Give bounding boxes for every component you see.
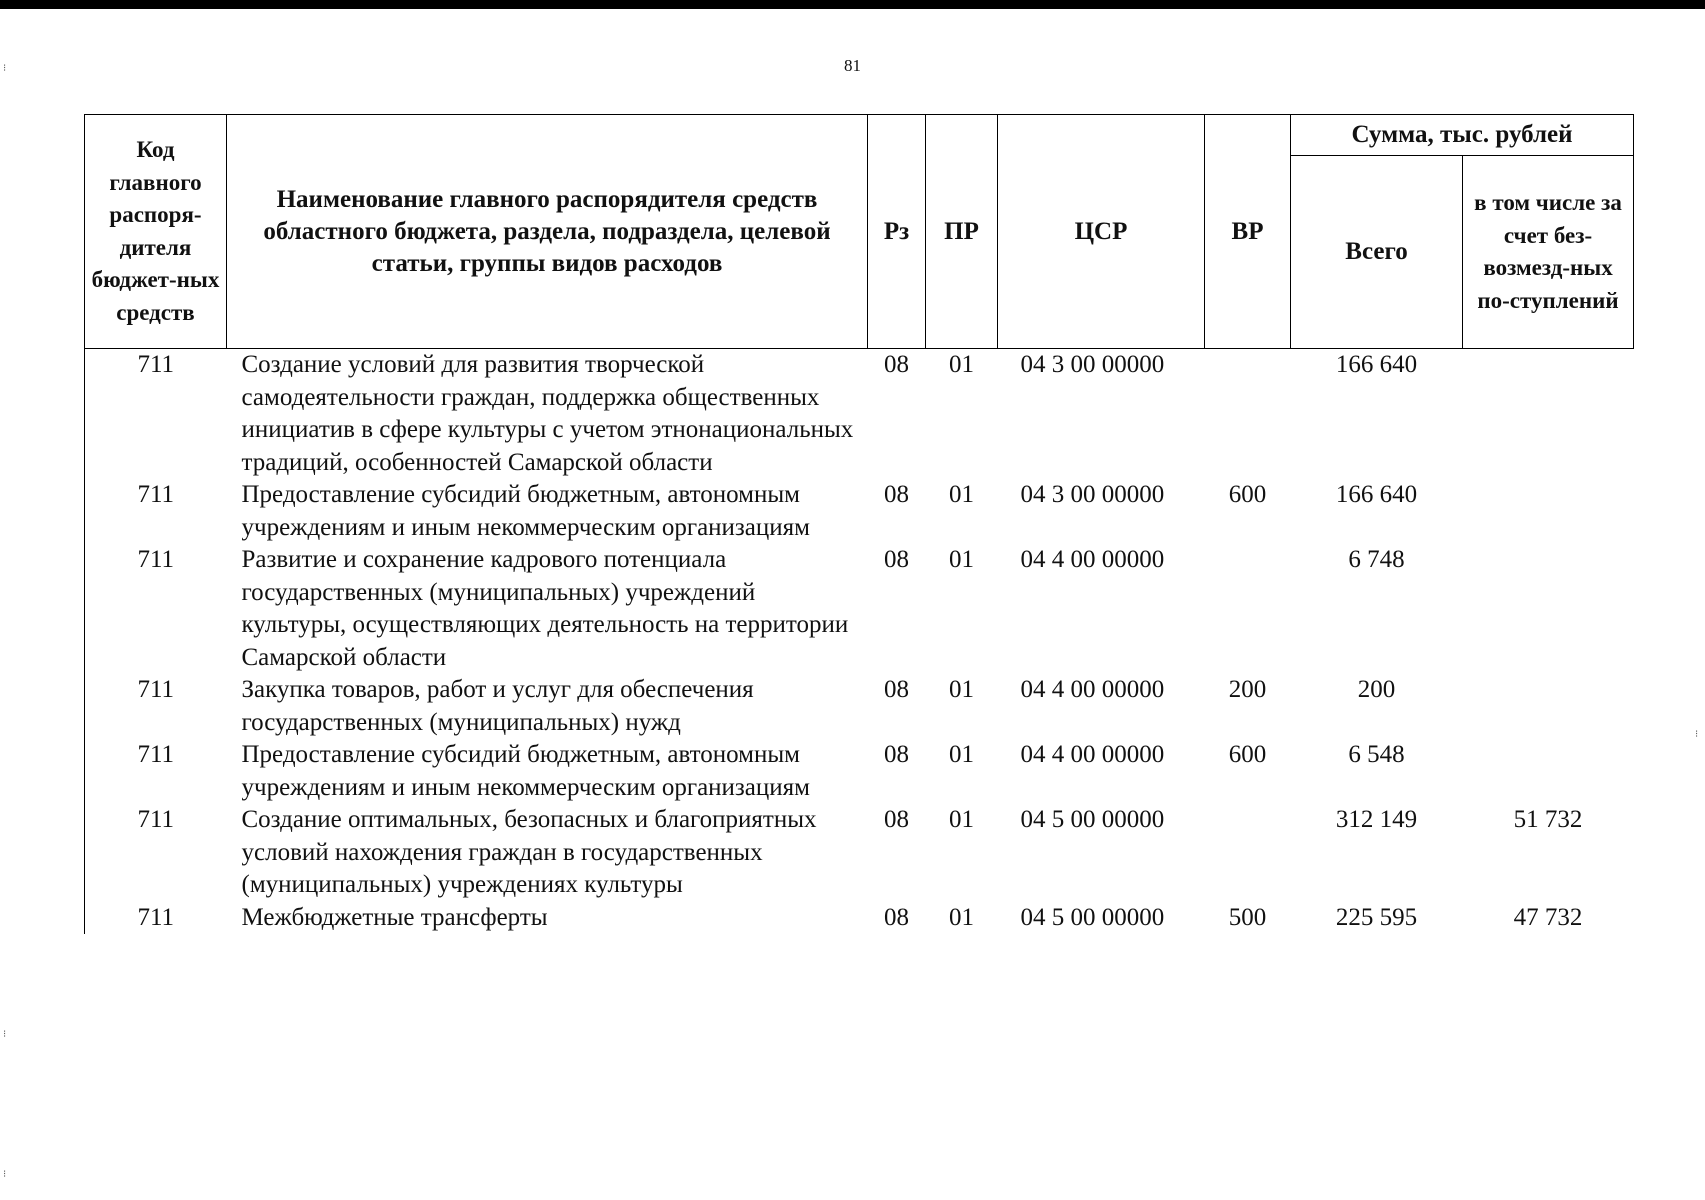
scan-artifact-mark: ⁝: [3, 63, 7, 74]
header-rz: Рз: [868, 115, 926, 349]
cell-rz: 08: [884, 741, 909, 768]
cell-csr: 04 3 00 00000: [1020, 351, 1165, 378]
cell-rz: 08: [884, 351, 909, 378]
cell-vr: [1205, 804, 1291, 902]
cell-vr: 500: [1228, 903, 1267, 931]
header-code: Код главного распоря-дителя бюджет-ных средств: [85, 115, 227, 349]
scan-artifact-mark: ⁝: [1695, 729, 1699, 740]
scan-artifact-mark: ⁝: [3, 1169, 7, 1180]
cell-free-receipts: [1463, 479, 1634, 544]
cell-free-receipts: [1463, 739, 1634, 804]
cell-name: Создание условий для развития творческой самодеятельности граждан, поддержка общественных инициатив в сфере культуры с учетом этнонациональных традиций, особенностей Самарской области: [241, 351, 854, 476]
cell-vr: [1205, 544, 1291, 674]
cell-rz: 08: [884, 676, 909, 703]
cell-total: 225 595: [1335, 903, 1418, 931]
cell-vr: 600: [1228, 741, 1267, 768]
header-free-receipts: в том числе за счет без-возмезд-ных по-ступлений: [1463, 156, 1634, 349]
header-csr: ЦСР: [998, 115, 1205, 349]
cell-name: Межбюджетные трансферты: [241, 903, 548, 931]
cell-vr: [1205, 349, 1291, 480]
cell-name: Предоставление субсидий бюджетным, автономным учреждениям и иным некоммерческим организациям: [241, 481, 810, 541]
header-sum-group: Сумма, тыс. рублей: [1291, 115, 1634, 156]
cell-name: Предоставление субсидий бюджетным, автономным учреждениям и иным некоммерческим организациям: [241, 741, 810, 801]
cell-pr: 01: [949, 481, 974, 508]
cell-total: 312 149: [1335, 806, 1418, 833]
page-number: 81: [844, 56, 861, 75]
cell-csr: 04 3 00 00000: [1020, 481, 1165, 508]
table-row: [85, 804, 1634, 902]
cell-pr: 01: [949, 741, 974, 768]
header-name: Наименование главного распорядителя средств областного бюджета, раздела, подраздела, целевой статьи, группы видов расходов: [227, 115, 868, 349]
cell-total: 166 640: [1335, 481, 1418, 508]
cell-total: 6 748: [1348, 546, 1405, 573]
table-row: [85, 544, 1634, 674]
header-pr: ПР: [926, 115, 998, 349]
cell-total: 166 640: [1335, 351, 1418, 378]
cell-code: 711: [85, 674, 227, 739]
cell-csr: 04 4 00 00000: [1020, 676, 1165, 703]
cell-free-receipts: [1463, 349, 1634, 480]
cell-code: 711: [85, 739, 227, 804]
table-row: [85, 479, 1634, 544]
cell-pr: 01: [949, 903, 974, 931]
cell-name: Создание оптимальных, безопасных и благоприятных условий нахождения граждан в государственных (муниципальных) учреждениях культуры: [241, 806, 817, 898]
cell-code: 711: [85, 349, 227, 480]
cell-total: 6 548: [1348, 741, 1405, 768]
cell-csr: 04 4 00 00000: [1020, 546, 1165, 573]
cell-csr: 04 4 00 00000: [1020, 741, 1165, 768]
cell-rz: 08: [884, 806, 909, 833]
cell-pr: 01: [949, 676, 974, 703]
cell-code: 711: [85, 544, 227, 674]
cell-code: 711: [85, 479, 227, 544]
cell-pr: 01: [949, 546, 974, 573]
cell-name: Закупка товаров, работ и услуг для обеспечения государственных (муниципальных) нужд: [241, 676, 754, 736]
cell-csr: 04 5 00 00000: [1020, 903, 1165, 931]
table-header-row: [85, 115, 1634, 156]
header-vr: ВР: [1205, 115, 1291, 349]
table-row: [85, 349, 1634, 480]
budget-allocation-table: [84, 114, 1634, 934]
table-row: [85, 739, 1634, 804]
cell-free-receipts: [1463, 544, 1634, 674]
top-border-rule: [0, 0, 1705, 9]
cell-free-receipts: 47 732: [1513, 903, 1583, 931]
cell-rz: 08: [884, 481, 909, 508]
cell-vr: 600: [1228, 481, 1267, 508]
cell-code: 711: [85, 902, 227, 935]
cell-free-receipts: 51 732: [1513, 806, 1583, 833]
scan-artifact-mark: ⁝: [3, 1029, 7, 1040]
cell-free-receipts: [1463, 674, 1634, 739]
cell-rz: 08: [884, 903, 909, 931]
cell-pr: 01: [949, 806, 974, 833]
cell-total: 200: [1357, 676, 1396, 703]
cell-pr: 01: [949, 351, 974, 378]
table-row: [85, 674, 1634, 739]
header-total: Всего: [1291, 156, 1463, 349]
cell-code: 711: [85, 804, 227, 902]
table-row: [85, 902, 1634, 935]
cell-csr: 04 5 00 00000: [1020, 806, 1165, 833]
cell-rz: 08: [884, 546, 909, 573]
cell-name: Развитие и сохранение кадрового потенциала государственных (муниципальных) учреждений культуры, осуществляющих деятельность на территории Самарской области: [241, 546, 849, 671]
cell-vr: 200: [1228, 676, 1267, 703]
